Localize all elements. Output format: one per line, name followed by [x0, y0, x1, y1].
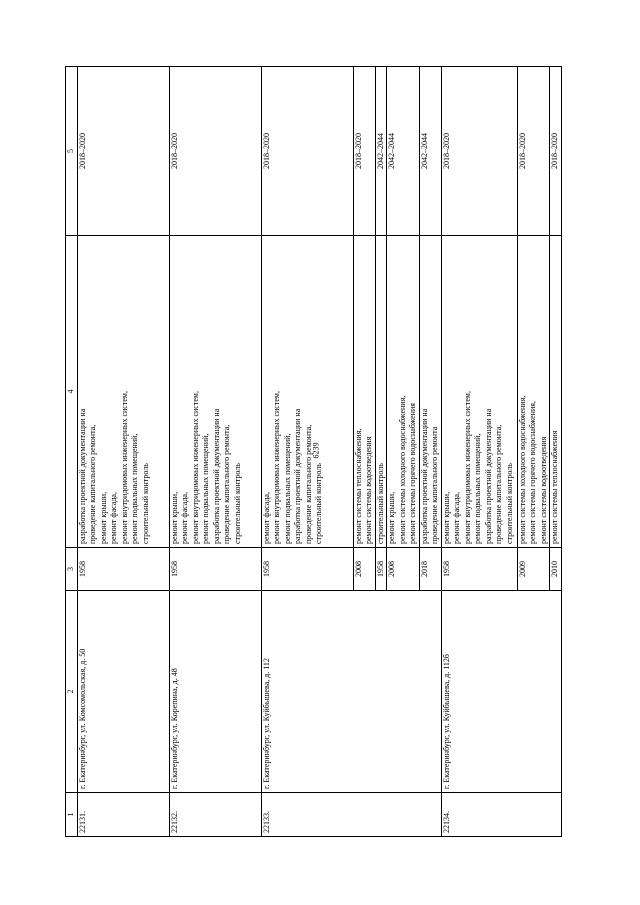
- works-cell: [419, 236, 441, 548]
- work-line: ремонт системы горячего водоснабжения,: [528, 401, 537, 544]
- period-cell: 2018–2020: [517, 67, 550, 236]
- row-number: 22132.: [169, 793, 261, 837]
- year-cell: 2008: [387, 548, 420, 591]
- works-cell: [169, 236, 261, 548]
- period-cell: 2018–2020: [353, 67, 375, 236]
- works-cell: [517, 236, 550, 548]
- rotated-table-container: [65, 67, 575, 837]
- work-line: проведение капитального ремонта,: [88, 424, 97, 544]
- work-line: ремонт крыши,: [169, 491, 179, 544]
- header-row: [66, 67, 78, 837]
- work-line: строительный контроль: [314, 463, 323, 544]
- works-cell: [353, 236, 375, 548]
- year-cell: 2009: [517, 548, 550, 591]
- period-cell: 2042–2044: [387, 67, 420, 236]
- table-row: [169, 67, 261, 837]
- work-line: разработка проектной документации на: [293, 408, 302, 544]
- header-col-3: 3: [66, 548, 78, 591]
- address-cell: г. Екатеринбург, ул. Куйбышева, д. 112: [261, 591, 441, 793]
- table-row: [441, 67, 517, 837]
- period-cell: 2042–2044: [375, 67, 387, 236]
- work-line: ремонт подвальных помещений,: [201, 433, 210, 544]
- header-col-2: 2: [66, 591, 78, 793]
- table-body: [77, 67, 561, 837]
- work-line: ремонт внутридомовых инженерных систем,: [462, 391, 472, 544]
- address-cell: г. Екатеринбург, ул. Корепина, д. 48: [169, 591, 261, 793]
- work-line: разработка проектной документации на: [211, 408, 221, 544]
- work-line: ремонт фасада,: [109, 492, 118, 544]
- work-line: проведение капитального ремонта: [430, 426, 439, 544]
- work-line: ремонт крыши,: [98, 491, 108, 544]
- works-cell: [387, 236, 420, 548]
- header-col-5: 5: [66, 67, 78, 236]
- work-line: ремонт внутридомовых инженерных систем,: [119, 391, 129, 544]
- repair-schedule-table: [65, 66, 562, 837]
- works-cell: [261, 236, 353, 548]
- work-line: ремонт системы холодного водоснабжения,: [397, 395, 407, 544]
- works-cell: [550, 236, 562, 548]
- work-line: ремонт системы водоотведения: [538, 436, 548, 544]
- year-cell: 1958: [169, 548, 261, 591]
- work-line: ремонт системы холодного водоснабжения,: [517, 395, 527, 544]
- work-line: разработка проектной документации на: [419, 408, 429, 544]
- page-number: 6239: [311, 442, 321, 459]
- work-line: строительный контроль: [232, 463, 242, 544]
- year-cell: 2010: [550, 548, 562, 591]
- works-cell: [77, 236, 169, 548]
- works-cell: [375, 236, 387, 548]
- row-number: 22133.: [261, 793, 441, 837]
- year-cell: 1958: [261, 548, 353, 591]
- table-row: [77, 67, 169, 837]
- table-row: [261, 67, 353, 837]
- work-line: ремонт внутридомовых инженерных систем,: [190, 391, 200, 544]
- work-line: ремонт внутридомовых инженерных систем,: [272, 391, 281, 544]
- work-line: проведение капитального ремонта,: [494, 424, 503, 544]
- row-number: 22134.: [441, 793, 561, 837]
- work-line: ремонт подвальных помещений,: [130, 433, 139, 544]
- work-line: ремонт фасада,: [180, 492, 189, 544]
- work-line: ремонт системы горячего водоснабжения: [408, 403, 417, 544]
- work-line: ремонт крыши,: [387, 491, 396, 544]
- period-cell: 2042–2044: [419, 67, 441, 236]
- work-line: разработка проектной документации на: [77, 408, 87, 544]
- work-line: ремонт системы теплоснабжения,: [353, 428, 363, 544]
- period-cell: 2018–2020: [550, 67, 562, 236]
- header-col-1: 1: [66, 793, 78, 837]
- works-cell: [441, 236, 517, 548]
- header-col-4: 4: [66, 236, 78, 548]
- work-line: строительный контроль: [140, 463, 150, 544]
- year-cell: 1958: [441, 548, 517, 591]
- address-cell: г. Екатеринбург, ул. Куйбышева, д. 112б: [441, 591, 561, 793]
- work-line: разработка проектной документации на: [483, 408, 493, 544]
- row-number: 22131.: [77, 793, 169, 837]
- period-cell: 2018–2020: [261, 67, 353, 236]
- year-cell: 1958: [77, 548, 169, 591]
- work-line: строительный контроль: [375, 463, 385, 544]
- work-line: ремонт системы водоотведения: [364, 436, 373, 544]
- year-cell: 2018: [419, 548, 441, 591]
- work-line: проведение капитального ремонта,: [303, 424, 313, 544]
- address-cell: г. Екатеринбург, ул. Комсомольская, д. 50: [77, 591, 169, 793]
- work-line: ремонт фасада,: [452, 492, 461, 544]
- work-line: ремонт системы теплоснабжения: [550, 430, 559, 544]
- period-cell: 2018–2020: [169, 67, 261, 236]
- period-cell: 2018–2020: [441, 67, 517, 236]
- work-line: ремонт подвальных помещений,: [282, 433, 292, 544]
- period-cell: 2018–2020: [77, 67, 169, 236]
- work-line: строительный контроль: [504, 463, 514, 544]
- year-cell: 1958: [375, 548, 387, 591]
- year-cell: 2008: [353, 548, 375, 591]
- work-line: ремонт крыши,: [441, 491, 451, 544]
- work-line: ремонт подвальных помещений,: [473, 433, 482, 544]
- work-line: проведение капитального ремонта,: [222, 424, 231, 544]
- work-line: ремонт фасада,: [261, 492, 271, 544]
